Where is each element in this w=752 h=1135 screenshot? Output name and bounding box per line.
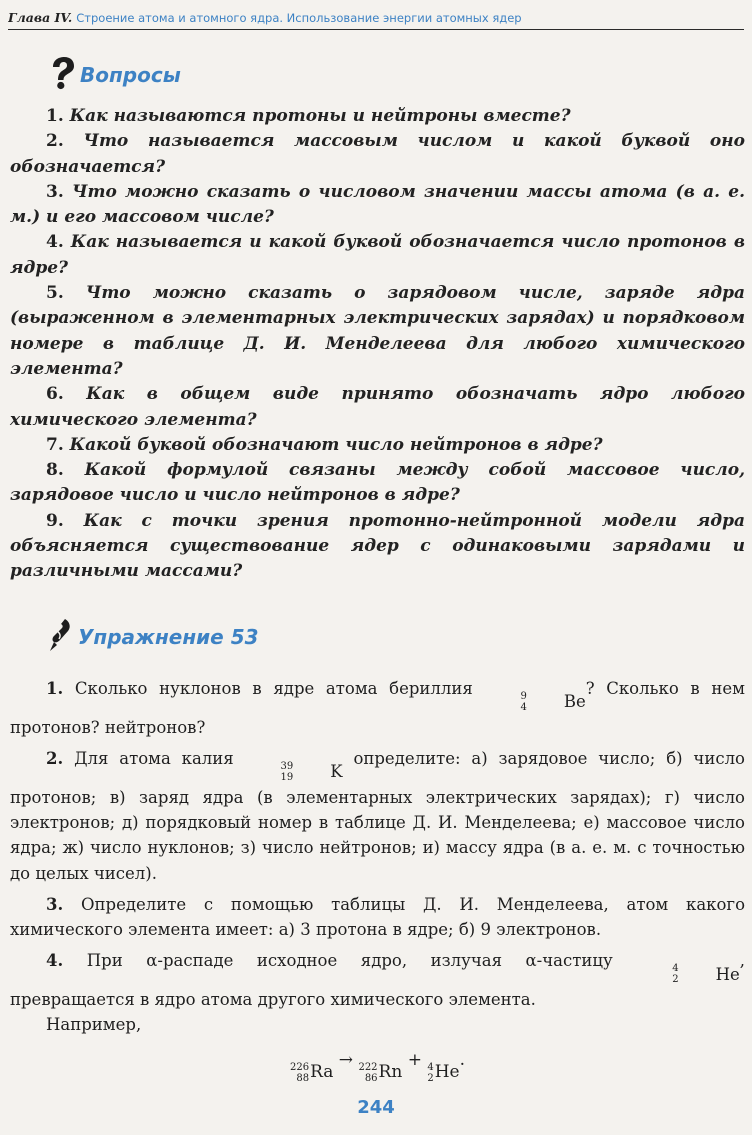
decay-formula: 226 88 Ra → 222 86 Rn + 4 2 He .: [289, 1049, 466, 1084]
question-2: 2. Что называется массовым числом и какой буквой оно обозначается?: [10, 131, 745, 177]
nuclide-beryllium: 9 4 Be: [520, 691, 586, 713]
exercise-list: [10, 676, 745, 1085]
questions-list: [10, 104, 745, 585]
nuclide-radium: 226 88 Ra: [289, 1061, 334, 1084]
exercise-title: Упражнение 53: [78, 625, 259, 649]
exercise-2: 2. Для атома калия 39 19 K определите: а) зарядовое число; б) число протонов; в) заряд ядра (в элементарных электрических зарядах); г) число электронов; д) порядковый номер в таблице Д. И. Менделеева; е) массовое число ядра; ж) число нуклонов; з) число нейтронов; и) массу ядра (в а. е. м. с точностью до целых чисел).: [10, 748, 745, 883]
question-3: 3. Что можно сказать о числовом значении массы атома (в а. е. м.) и его массовом числе?: [10, 181, 745, 228]
question-mark-icon: [48, 56, 76, 94]
question-8: 8. Какой формулой связаны между собой массовое число, зарядовое число и число нейтронов в ядре?: [10, 460, 745, 506]
question-7: 7. Какой буквой обозначают число нейтронов в ядре?: [46, 434, 603, 455]
exercise-4: 4. При α-распаде исходное ядро, излучая α-частицу 4 2 He , превращается в ядро атома другого химического элемента.: [10, 951, 745, 1010]
question-4: 4. Как называется и какой буквой обозначается число протонов в ядре?: [10, 232, 745, 278]
chapter-label: Глава IV.: [8, 10, 73, 25]
exercise-3: 3. Определите с помощью таблицы Д. И. Менделеева, атом какого химического элемента имеет: а) 3 протона в ядре; б) 9 электронов.: [10, 894, 746, 940]
running-head: [8, 10, 744, 30]
questions-title: Вопросы: [80, 63, 181, 87]
page-number: 244: [357, 1097, 395, 1118]
nuclide-potassium: 39 19 K: [280, 760, 343, 783]
exercise-heading: [48, 618, 259, 656]
questions-heading: [48, 56, 181, 94]
arrow: →: [338, 1049, 354, 1070]
example-label: Например,: [46, 1015, 142, 1035]
pen-nib-icon: [48, 618, 74, 656]
question-9: 9. Как с точки зрения протонно-нейтронной модели ядра объясняется существование ядер с одинаковыми зарядами и различными массами?: [10, 510, 746, 582]
question-1: 1. Как называются протоны и нейтроны вместе?: [46, 106, 571, 126]
chapter-title: Строение атома и атомного ядра. Использование энергии атомных ядер: [76, 11, 522, 25]
nuclide-helium-product: 4 2 He: [427, 1061, 460, 1084]
nuclide-helium: 4 2 He: [672, 963, 740, 986]
exercise-1: 1. Сколько нуклонов в ядре атома бериллия 9 4 Be ? Сколько в нем протонов? нейтронов?: [10, 679, 745, 737]
question-5: 5. Что можно сказать о зарядовом числе, заряде ядра (выраженном в элементарных электрических зарядах) и порядковом номере в таблице Д. И. Менделеева для любого химического элемента?: [10, 283, 745, 379]
question-6: 6. Как в общем виде принято обозначать ядро любого химического элемента?: [10, 384, 745, 430]
plus-sign: +: [407, 1049, 422, 1070]
nuclide-radon: 222 86 Rn: [358, 1061, 403, 1084]
